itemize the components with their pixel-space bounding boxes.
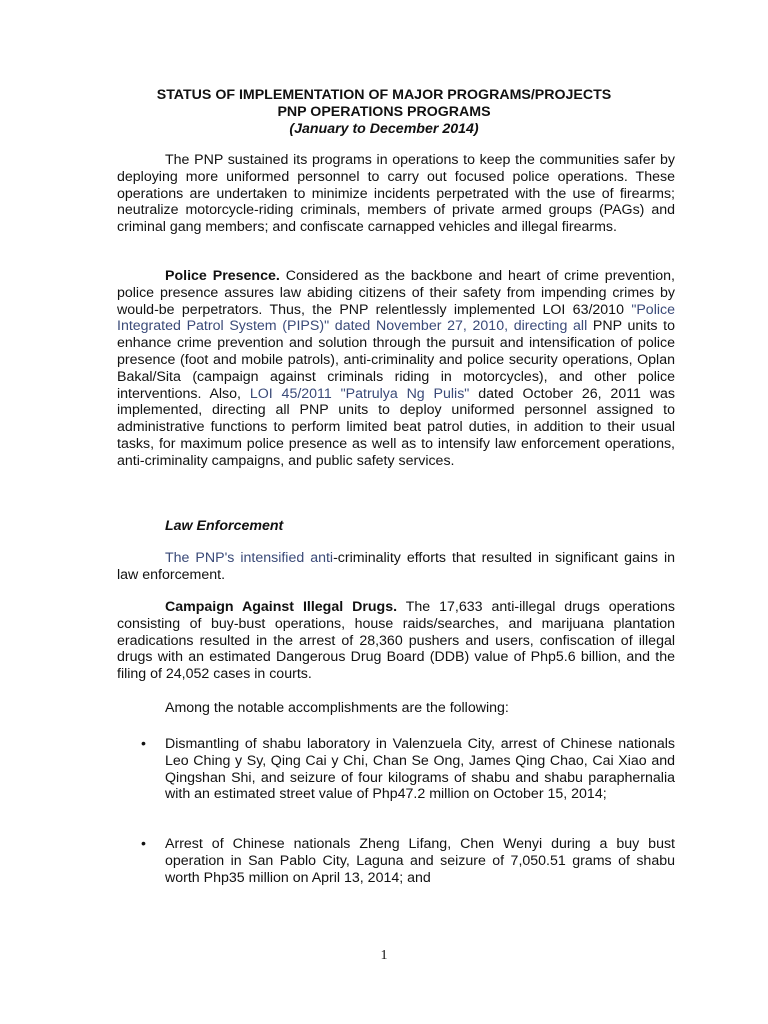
police-presence-heading: Police Presence.: [165, 268, 280, 284]
title-line-2: PNP OPERATIONS PROGRAMS: [277, 104, 491, 120]
pips-reference: "Police Integrated Patrol System (PIPS)" dated November 27, 2010, directing all: [117, 301, 675, 335]
police-presence-text-2: PNP units to enhance crime prevention and solution through the pursuit and intensification of police presence (foot and mobile patrols), anti-criminality and police security operations, Oplan Bakal/Sita (campaign against criminals riding in motorcycles), and other police interventions. Also,: [117, 318, 676, 402]
law-enforcement-intro: The PNP's intensified anti: [165, 550, 334, 566]
intro-paragraph: The PNP sustained its programs in operations to keep the communities safer by deploying more uniformed personnel to carry out focused police operations. These operations are undertaken to minimize incidents perpetrated with the use of firearms; neutralize motorcycle-riding criminals, members of private armed groups (PAGs) and criminal gang members; and confiscate carnapped vehicles and illegal firearms.: [117, 152, 675, 236]
bullet-text-2: Arrest of Chinese nationals Zheng Lifang, Chen Wenyi during a buy bust operation in San Pablo City, Laguna and seizure of 7,050.51 grams of shabu worth Php35 million on April 13, 2014; and: [165, 836, 675, 886]
illegal-drugs-paragraph: [117, 599, 675, 683]
illegal-drugs-text: The 17,633 anti-illegal drugs operations consisting of buy-bust operations, house raids/searches, and marijuana plantation eradications resulted in the arrest of 28,360 pushers and users, confiscation of illegal drugs with an estimated Dangerous Drug Board (DDB) value of Php5.6 billion, and the filing of 24,052 cases in courts.: [117, 599, 675, 683]
bullet-text-1: Dismantling of shabu laboratory in Valenzuela City, arrest of Chinese nationals Leo Ching y Sy, Qing Cai y Chi, Chan Se Ong, James Qing Chao, Cai Xiao and Qingshan Shi, and seizure of four kilograms of shabu and shabu paraphernalia with an estimated street value of Php47.2 million on October 15, 2014;: [165, 736, 675, 803]
police-presence-text-3: dated October 26, 2011 was implemented, directing all PNP units to deploy uniformed personnel assigned to administrative functions to perform limited beat patrol duties, in addition to their usual tasks, for maximum police presence as well as to intensify law enforcement operations, anti-criminality campaigns, and public safety services.: [117, 385, 676, 469]
police-presence-text-1: Considered as the backbone and heart of crime prevention, police presence assures law abiding citizens of their safety from impending crimes by would-be perpetrators. Thus, the PNP relentlessly implemented LOI 63/2010: [117, 268, 675, 318]
list-item: [141, 736, 675, 803]
title-line-1: STATUS OF IMPLEMENTATION OF MAJOR PROGRAMS/PROJECTS: [156, 87, 612, 103]
title-line-3: (January to December 2014): [289, 121, 479, 137]
list-item: [141, 836, 675, 886]
illegal-drugs-heading: Campaign Against Illegal Drugs.: [165, 599, 398, 615]
notable-intro: Among the notable accomplishments are the following:: [165, 700, 509, 716]
document-title: [0, 87, 768, 138]
police-presence-paragraph: [117, 268, 675, 470]
page-number: 1: [380, 948, 388, 963]
bullet-icon: •: [141, 736, 146, 752]
law-enforcement-heading: Law Enforcement: [165, 518, 284, 534]
bullet-icon: •: [141, 836, 146, 852]
law-enforcement-paragraph: [117, 550, 675, 584]
patrulya-reference: LOI 45/2011 "Patrulya Ng Pulis": [249, 385, 470, 402]
law-enforcement-text: -criminality efforts that resulted in significant gains in law enforcement.: [117, 550, 675, 583]
